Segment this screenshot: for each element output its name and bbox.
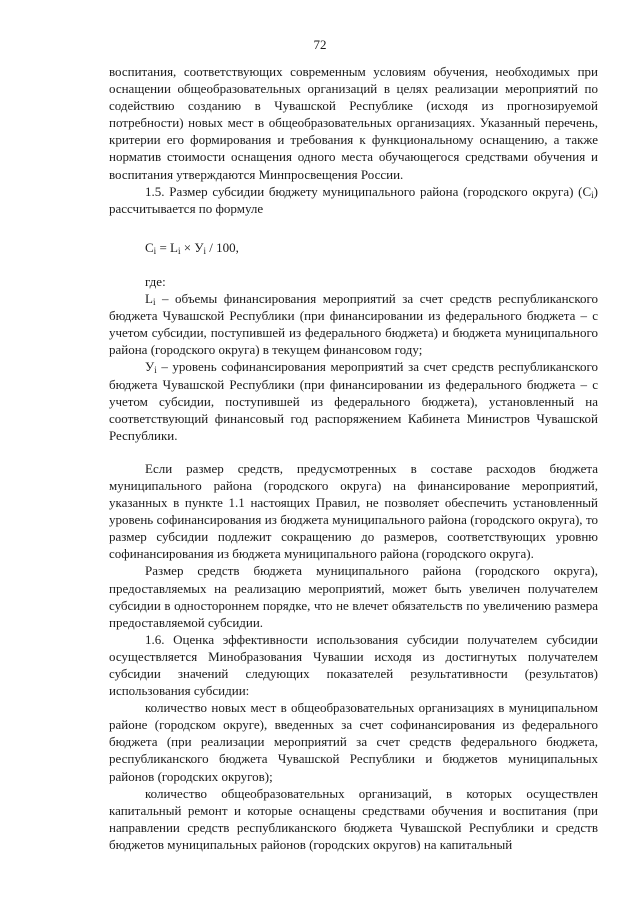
li-symbol: L [145, 291, 153, 307]
definition-ui [109, 358, 598, 443]
ui-definition: – уровень софинансирования мероприятий за счет средств республиканского бюджета Чувашской Республики (при финансировании из федерального бюджета – с учетом субсидии, поступившей из федерального бюджета), установленный на соответствующий финансовый год распоряжением Кабинета Министров Чувашской Республики. [109, 359, 598, 443]
subscript-i: i [591, 189, 594, 200]
li-definition: – объемы финансирования мероприятий за счет средств республиканского бюджета Чувашской Республики (при финансировании из федерального бюджета – с учетом субсидии, поступившей из федерального бюджета) и бюджета муниципального района (городского округа) в текущем финансовом году; [109, 291, 598, 358]
paragraph-funding-reduction: Если размер средств, предусмотренных в составе расходов бюджета муниципального района (городского округа) на финансирование мероприятий, указанных в пункте 1.1 настоящих Правил, не позволяет обеспечить установленный уровень софинансирования из бюджета муниципального района (городского округа), то размер субсидии подлежит сокращению до размеров, соответствующих уровню софинансирования из бюджета муниципального района (городского округа). [109, 460, 598, 562]
definition-li [109, 290, 598, 358]
ui-subscript: i [154, 365, 157, 376]
formula-times: × У [180, 239, 204, 255]
subsidy-size-text-end: ) рассчитывается по формуле [109, 183, 598, 216]
formula [109, 239, 598, 256]
formula-tail: / 100, [206, 239, 239, 255]
paragraph-efficiency-evaluation: 1.6. Оценка эффективности использования субсидии получателем субсидии осуществляется Минобразования Чувашии исходя из достигнутых получателем субсидии значений следующих показателей результативности (результатов) использования субсидии: [109, 631, 598, 699]
subsidy-size-text-start: 1.5. Размер субсидии бюджету муниципального района (городского округа) (С [145, 183, 592, 199]
page-number: 72 [313, 37, 327, 52]
formula-c: С [145, 239, 154, 255]
ui-symbol: У [145, 359, 155, 375]
paragraph-indicator-repaired-orgs: количество общеобразовательных организаций, в которых осуществлен капитальный ремонт и которые оснащены средствами обучения и воспитания (при направлении средств республиканского бюджета Чувашской Республики и средств бюджетов муниципальных районов (городских округов) на капитальный [109, 785, 598, 852]
paragraph-subsidy-size [109, 183, 598, 217]
where-label: где: [145, 273, 166, 289]
paragraph-indicator-new-places: количество новых мест в общеобразовательных организациях в муниципальном районе (городском округе), введенных за счет софинансирования из федерального бюджета (при реализации мероприятий за счет средств федерального бюджета, республиканского бюджета Чувашской Республики и бюджетов муниципальных районов (городских округов); [109, 700, 598, 784]
formula-u-sub: i [203, 245, 207, 256]
li-subscript: i [152, 297, 156, 308]
paragraph-continuation: воспитания, соответствующих современным условиям обучения, необходимых при оснащении общеобразовательных организаций в целях реализации мероприятий по содействию созданию в Чувашской Республике (исходя из прогнозируемой потребности) новых мест в общеобразовательных организациях. Указанный перечень, критерии его формирования и требования к функциональному оснащению, а также норматив стоимости оснащения одного места обучающегося средствами обучения и воспитания утверждаются Минпросвещения России. [109, 64, 598, 182]
formula-c-sub: i [153, 245, 157, 256]
paragraph-funding-increase: Размер средств бюджета муниципального района (городского округа), предоставляемых на реализацию мероприятий, может быть увеличен получателем субсидии в одностороннем порядке, что не влечет обязательств по увеличению размера предоставляемой субсидии. [109, 563, 598, 630]
formula-l-sub: i [177, 245, 181, 256]
formula-eq: = L [156, 239, 178, 255]
body-text [109, 63, 598, 853]
